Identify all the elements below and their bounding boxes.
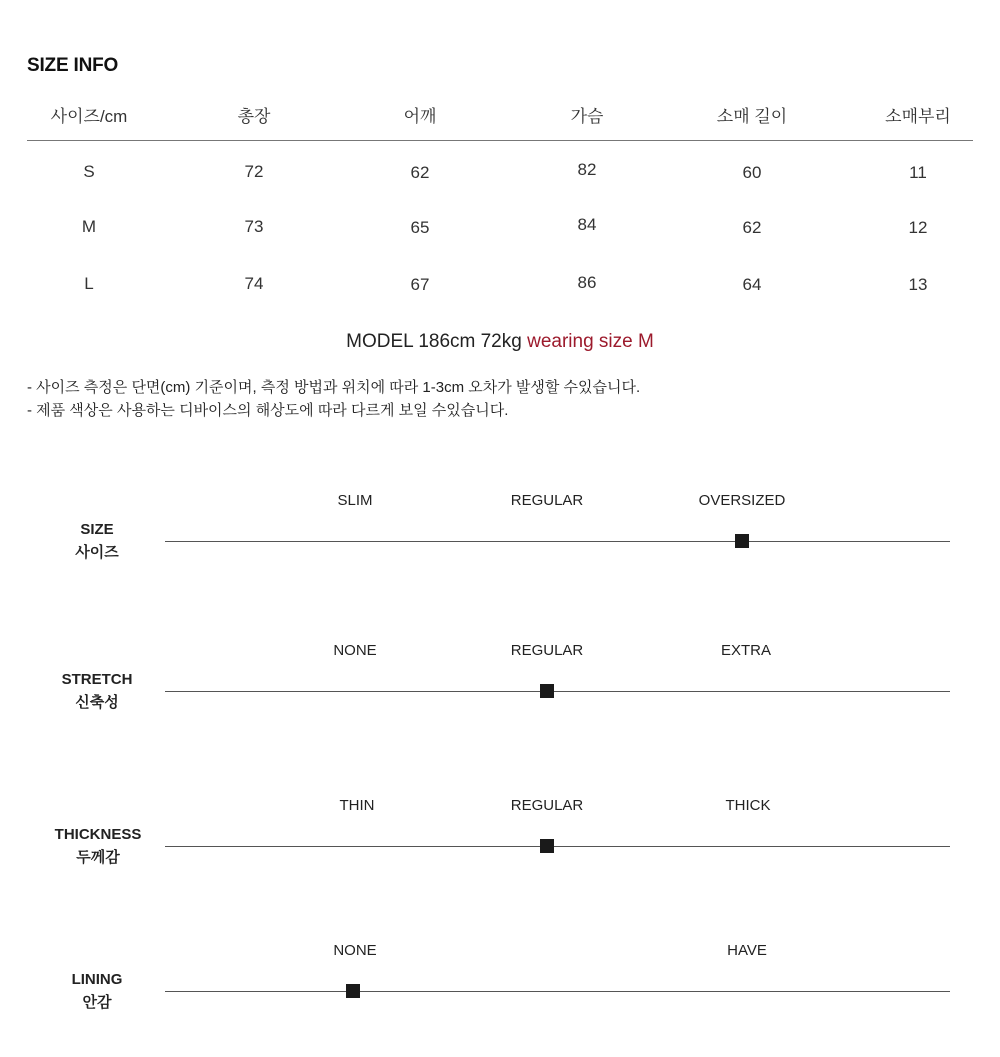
scale-label-en: SIZE xyxy=(80,521,114,538)
note-measurement: - 사이즈 측정은 단면(cm) 기준이며, 측정 방법과 위치에 따라 1-3cm 오차가 발생할 수있습니다. xyxy=(27,379,641,396)
table-cell: L xyxy=(84,274,94,293)
table-cell: 60 xyxy=(742,163,762,182)
scale-track xyxy=(165,691,950,692)
table-header-size: 사이즈/cm xyxy=(50,107,128,126)
scale-option-none: NONE xyxy=(333,942,377,959)
scale-track xyxy=(165,846,950,847)
table-cell: S xyxy=(83,162,95,181)
table-header-sleeve: 소매 길이 xyxy=(716,107,788,126)
table-cell: 82 xyxy=(577,160,597,179)
table-header-sleeve-hem: 소매부리 xyxy=(885,107,951,126)
scale-label xyxy=(28,823,168,869)
scale-marker xyxy=(735,534,749,548)
table-cell: 72 xyxy=(244,162,264,181)
scale-label xyxy=(27,968,167,1014)
scale-option-oversized: OVERSIZED xyxy=(698,492,786,509)
table-cell: 62 xyxy=(742,218,762,237)
scale-marker xyxy=(346,984,360,998)
scale-label-en: STRETCH xyxy=(61,671,133,688)
scale-option-regular: REGULAR xyxy=(510,797,584,814)
table-cell: 73 xyxy=(244,217,264,236)
table-cell: 67 xyxy=(410,275,430,294)
table-header-divider xyxy=(27,140,973,141)
scale-marker xyxy=(540,839,554,853)
table-cell: 64 xyxy=(742,275,762,294)
scale-option-have: HAVE xyxy=(727,942,767,959)
scale-option-thick: THICK xyxy=(725,797,771,814)
scale-label-en: LINING xyxy=(71,971,123,988)
scale-option-regular: REGULAR xyxy=(510,642,584,659)
table-cell: 65 xyxy=(410,218,430,237)
model-measurements: MODEL 186cm 72kg xyxy=(346,331,522,352)
model-info xyxy=(0,331,1000,353)
table-cell: M xyxy=(81,217,97,236)
scale-label-ko: 사이즈 xyxy=(75,544,119,561)
scale-option-extra: EXTRA xyxy=(720,642,771,659)
table-header-length: 총장 xyxy=(237,107,271,126)
scale-label-ko: 두께감 xyxy=(76,849,120,866)
scale-track xyxy=(165,541,950,542)
table-cell: 12 xyxy=(908,218,928,237)
table-cell: 13 xyxy=(908,275,928,294)
table-cell: 84 xyxy=(577,215,597,234)
scale-track xyxy=(165,991,950,992)
scale-option-thin: THIN xyxy=(339,797,375,814)
scale-label-en: THICKNESS xyxy=(54,826,142,843)
scale-label-ko: 안감 xyxy=(82,994,112,1011)
table-cell: 86 xyxy=(577,273,597,292)
table-cell: 74 xyxy=(244,274,264,293)
scale-label-ko: 신축성 xyxy=(75,694,119,711)
scale-label xyxy=(27,668,167,714)
table-cell: 11 xyxy=(909,163,927,182)
scale-label xyxy=(27,518,167,564)
note-color: - 제품 색상은 사용하는 디바이스의 해상도에 따라 다르게 보일 수있습니다. xyxy=(27,402,509,419)
scale-option-slim: SLIM xyxy=(337,492,373,509)
table-cell: 62 xyxy=(410,163,430,182)
scale-option-none: NONE xyxy=(333,642,377,659)
scale-marker xyxy=(540,684,554,698)
model-wearing-size: wearing size M xyxy=(527,331,654,352)
size-info-title: SIZE INFO xyxy=(27,55,119,76)
scale-option-regular: REGULAR xyxy=(510,492,584,509)
table-header-shoulder: 어깨 xyxy=(403,107,437,126)
table-header-chest: 가슴 xyxy=(570,107,604,126)
